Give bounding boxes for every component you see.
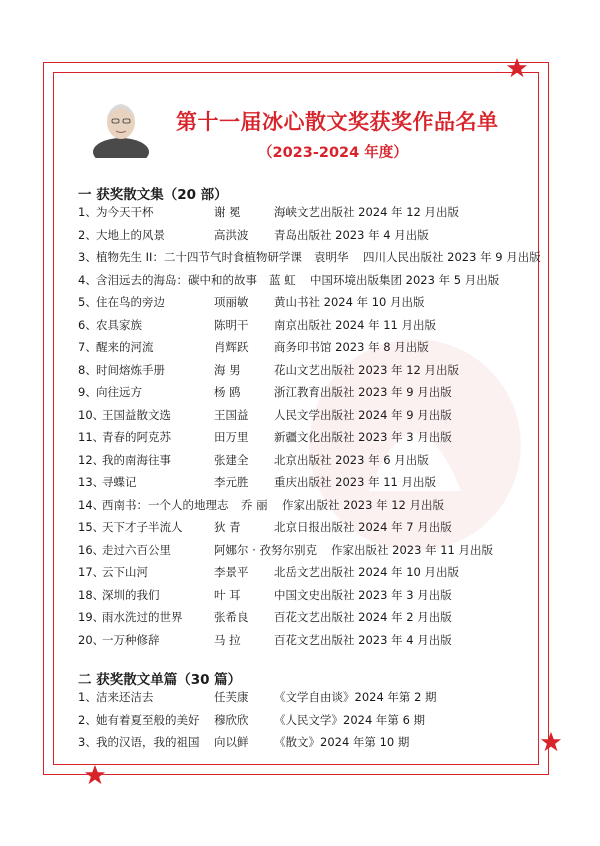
entry-author: 海 男: [214, 362, 241, 377]
list-item: [78, 516, 546, 539]
entry-publisher: 作家出版社 2023 年 11 月出版: [331, 542, 494, 557]
entry-publisher: 《文学自由谈》2024 年第 2 期: [274, 690, 437, 704]
entry-author: 袁明华: [314, 250, 349, 264]
list-item: [78, 381, 546, 404]
entry-number: 15、: [78, 520, 105, 534]
entry-title: 雨水洗过的世界: [102, 610, 183, 624]
entry-publisher: 青岛出版社 2023 年 4 月出版: [274, 227, 429, 242]
entry-title: 青春的阿克苏: [102, 430, 171, 444]
entry-publisher: 北京日报出版社 2024 年 7 月出版: [274, 520, 452, 534]
entry-author: 叶 耳: [214, 587, 241, 602]
list-item: [78, 449, 546, 472]
entry-publisher: 中国环境出版集团 2023 年 5 月出版: [310, 272, 500, 287]
entry-publisher: 花山文艺出版社 2023 年 12 月出版: [274, 362, 460, 377]
entry-number: 18、: [78, 587, 105, 602]
entry-number: 4、: [78, 272, 97, 287]
entry-title: 大地上的风景: [96, 227, 165, 242]
entry-author: 田万里: [214, 430, 249, 444]
entry-number: 8、: [78, 362, 97, 377]
red-star-icon: [506, 57, 528, 79]
entry-number: 7、: [78, 340, 97, 354]
entry-number: 13、: [78, 475, 105, 489]
entry-publisher: 《人民文学》2024 年第 6 期: [274, 712, 426, 727]
entry-title: 我的汉语，我的祖国: [96, 735, 200, 749]
list-item: [78, 686, 546, 709]
entry-title: 她有着夏至般的美好: [96, 712, 200, 727]
entry-author: 向以鲜: [214, 735, 249, 749]
entry-publisher: 人民文学出版社 2024 年 9 月出版: [274, 407, 452, 422]
entry-number: 6、: [78, 317, 97, 332]
entry-number: 1、: [78, 690, 97, 704]
entry-title: 我的南海往事: [102, 452, 171, 467]
entry-publisher: 百花文艺出版社 2024 年 2 月出版: [274, 610, 452, 624]
entry-publisher: 北岳文艺出版社 2024 年 10 月出版: [274, 565, 460, 579]
entry-author: 乔 丽: [241, 497, 268, 512]
entry-title: 深圳的我们: [102, 587, 160, 602]
list-item: [78, 709, 546, 732]
entry-author: 杨 鸥: [214, 385, 241, 399]
entry-number: 14、: [78, 497, 105, 512]
list-item: [78, 246, 546, 269]
entry-author: 阿娜尔 · 孜努尔别克: [214, 542, 317, 557]
section-title: 二 获奖散文单篇（30 篇）: [78, 672, 242, 688]
entry-title: 住在鸟的旁边: [96, 295, 165, 309]
entry-publisher: 商务印书馆 2023 年 8 月出版: [274, 340, 429, 354]
entry-title: 为今天干杯: [96, 205, 154, 219]
entry-number: 3、: [78, 250, 97, 264]
entry-number: 20、: [78, 632, 105, 647]
entry-publisher: 《散文》2024 年第 10 期: [274, 735, 410, 749]
entry-publisher: 浙江教育出版社 2023 年 9 月出版: [274, 385, 452, 399]
entry-number: 2、: [78, 227, 97, 242]
entry-number: 17、: [78, 565, 105, 579]
entry-number: 5、: [78, 295, 97, 309]
entry-title: 天下才子半流人: [102, 520, 183, 534]
entry-title: 时间熔炼手册: [96, 362, 165, 377]
page-title: 第十一届冰心散文奖获奖作品名单: [176, 110, 499, 134]
entry-publisher: 新疆文化出版社 2023 年 3 月出版: [274, 430, 452, 444]
list-item: [78, 629, 546, 652]
portrait-image: [92, 96, 150, 158]
entry-author: 谢 冕: [214, 205, 241, 219]
entry-number: 11、: [78, 430, 105, 444]
entry-publisher: 百花文艺出版社 2023 年 4 月出版: [274, 632, 452, 647]
award-list: [78, 201, 546, 651]
entry-author: 任芙康: [214, 690, 249, 704]
list-item: [78, 359, 546, 382]
entry-publisher: 中国文史出版社 2023 年 3 月出版: [274, 587, 452, 602]
list-item: [78, 426, 546, 449]
list-item: [78, 269, 546, 292]
entry-publisher: 四川人民出版社 2023 年 9 月出版: [363, 250, 541, 264]
entry-number: 3、: [78, 735, 97, 749]
list-item: [78, 471, 546, 494]
entry-title: 农具家族: [96, 317, 142, 332]
list-item: [78, 606, 546, 629]
entry-publisher: 北京出版社 2023 年 6 月出版: [274, 452, 429, 467]
entry-title: 云下山河: [102, 565, 148, 579]
entry-author: 狄 青: [214, 520, 241, 534]
entry-author: 高洪波: [214, 227, 249, 242]
list-item: [78, 201, 546, 224]
list-item: [78, 336, 546, 359]
entry-author: 肖辉跃: [214, 340, 249, 354]
entry-number: 12、: [78, 452, 105, 467]
red-star-icon: [84, 764, 106, 786]
entry-publisher: 南京出版社 2024 年 11 月出版: [274, 317, 437, 332]
entry-title: 寻蝶记: [102, 475, 137, 489]
page-subtitle: （2023-2024 年度）: [258, 145, 408, 161]
section-title: 一 获奖散文集（20 部）: [78, 187, 228, 203]
entry-title: 西南书：一个人的地理志: [102, 497, 229, 512]
entry-author: 陈明干: [214, 317, 249, 332]
entry-number: 16、: [78, 542, 105, 557]
entry-author: 李景平: [214, 565, 249, 579]
list-item: [78, 404, 546, 427]
entry-author: 李元胜: [214, 475, 249, 489]
entry-author: 项丽敏: [214, 295, 249, 309]
entry-author: 马 拉: [214, 632, 241, 647]
award-list: [78, 686, 546, 754]
list-item: [78, 539, 546, 562]
list-item: [78, 584, 546, 607]
entry-number: 2、: [78, 712, 97, 727]
entry-number: 19、: [78, 610, 105, 624]
list-item: [78, 731, 546, 754]
entry-publisher: 黄山书社 2024 年 10 月出版: [274, 295, 425, 309]
entry-author: 穆欣欣: [214, 712, 249, 727]
entry-publisher: 作家出版社 2023 年 12 月出版: [282, 497, 445, 512]
entry-author: 王国益: [214, 407, 249, 422]
entry-author: 张建全: [214, 452, 249, 467]
list-item: [78, 314, 546, 337]
entry-title: 王国益散文选: [102, 407, 171, 422]
entry-author: 蓝 虹: [269, 272, 296, 287]
entry-title: 醒来的河流: [96, 340, 154, 354]
entry-title: 一万种修辞: [102, 632, 160, 647]
entry-title: 含泪远去的海岛：碳中和的故事: [96, 272, 257, 287]
entry-title: 植物先生 II：二十四节气时食植物研学课: [96, 250, 302, 264]
entry-publisher: 海峡文艺出版社 2024 年 12 月出版: [274, 205, 460, 219]
list-item: [78, 224, 546, 247]
list-item: [78, 494, 546, 517]
entry-publisher: 重庆出版社 2023 年 11 月出版: [274, 475, 437, 489]
entry-title: 走过六百公里: [102, 542, 171, 557]
list-item: [78, 561, 546, 584]
entry-number: 1、: [78, 205, 97, 219]
entry-title: 洁来还洁去: [96, 690, 154, 704]
entry-number: 9、: [78, 385, 97, 399]
list-item: [78, 291, 546, 314]
entry-author: 张希良: [214, 610, 249, 624]
entry-number: 10、: [78, 407, 105, 422]
entry-title: 向往远方: [96, 385, 142, 399]
